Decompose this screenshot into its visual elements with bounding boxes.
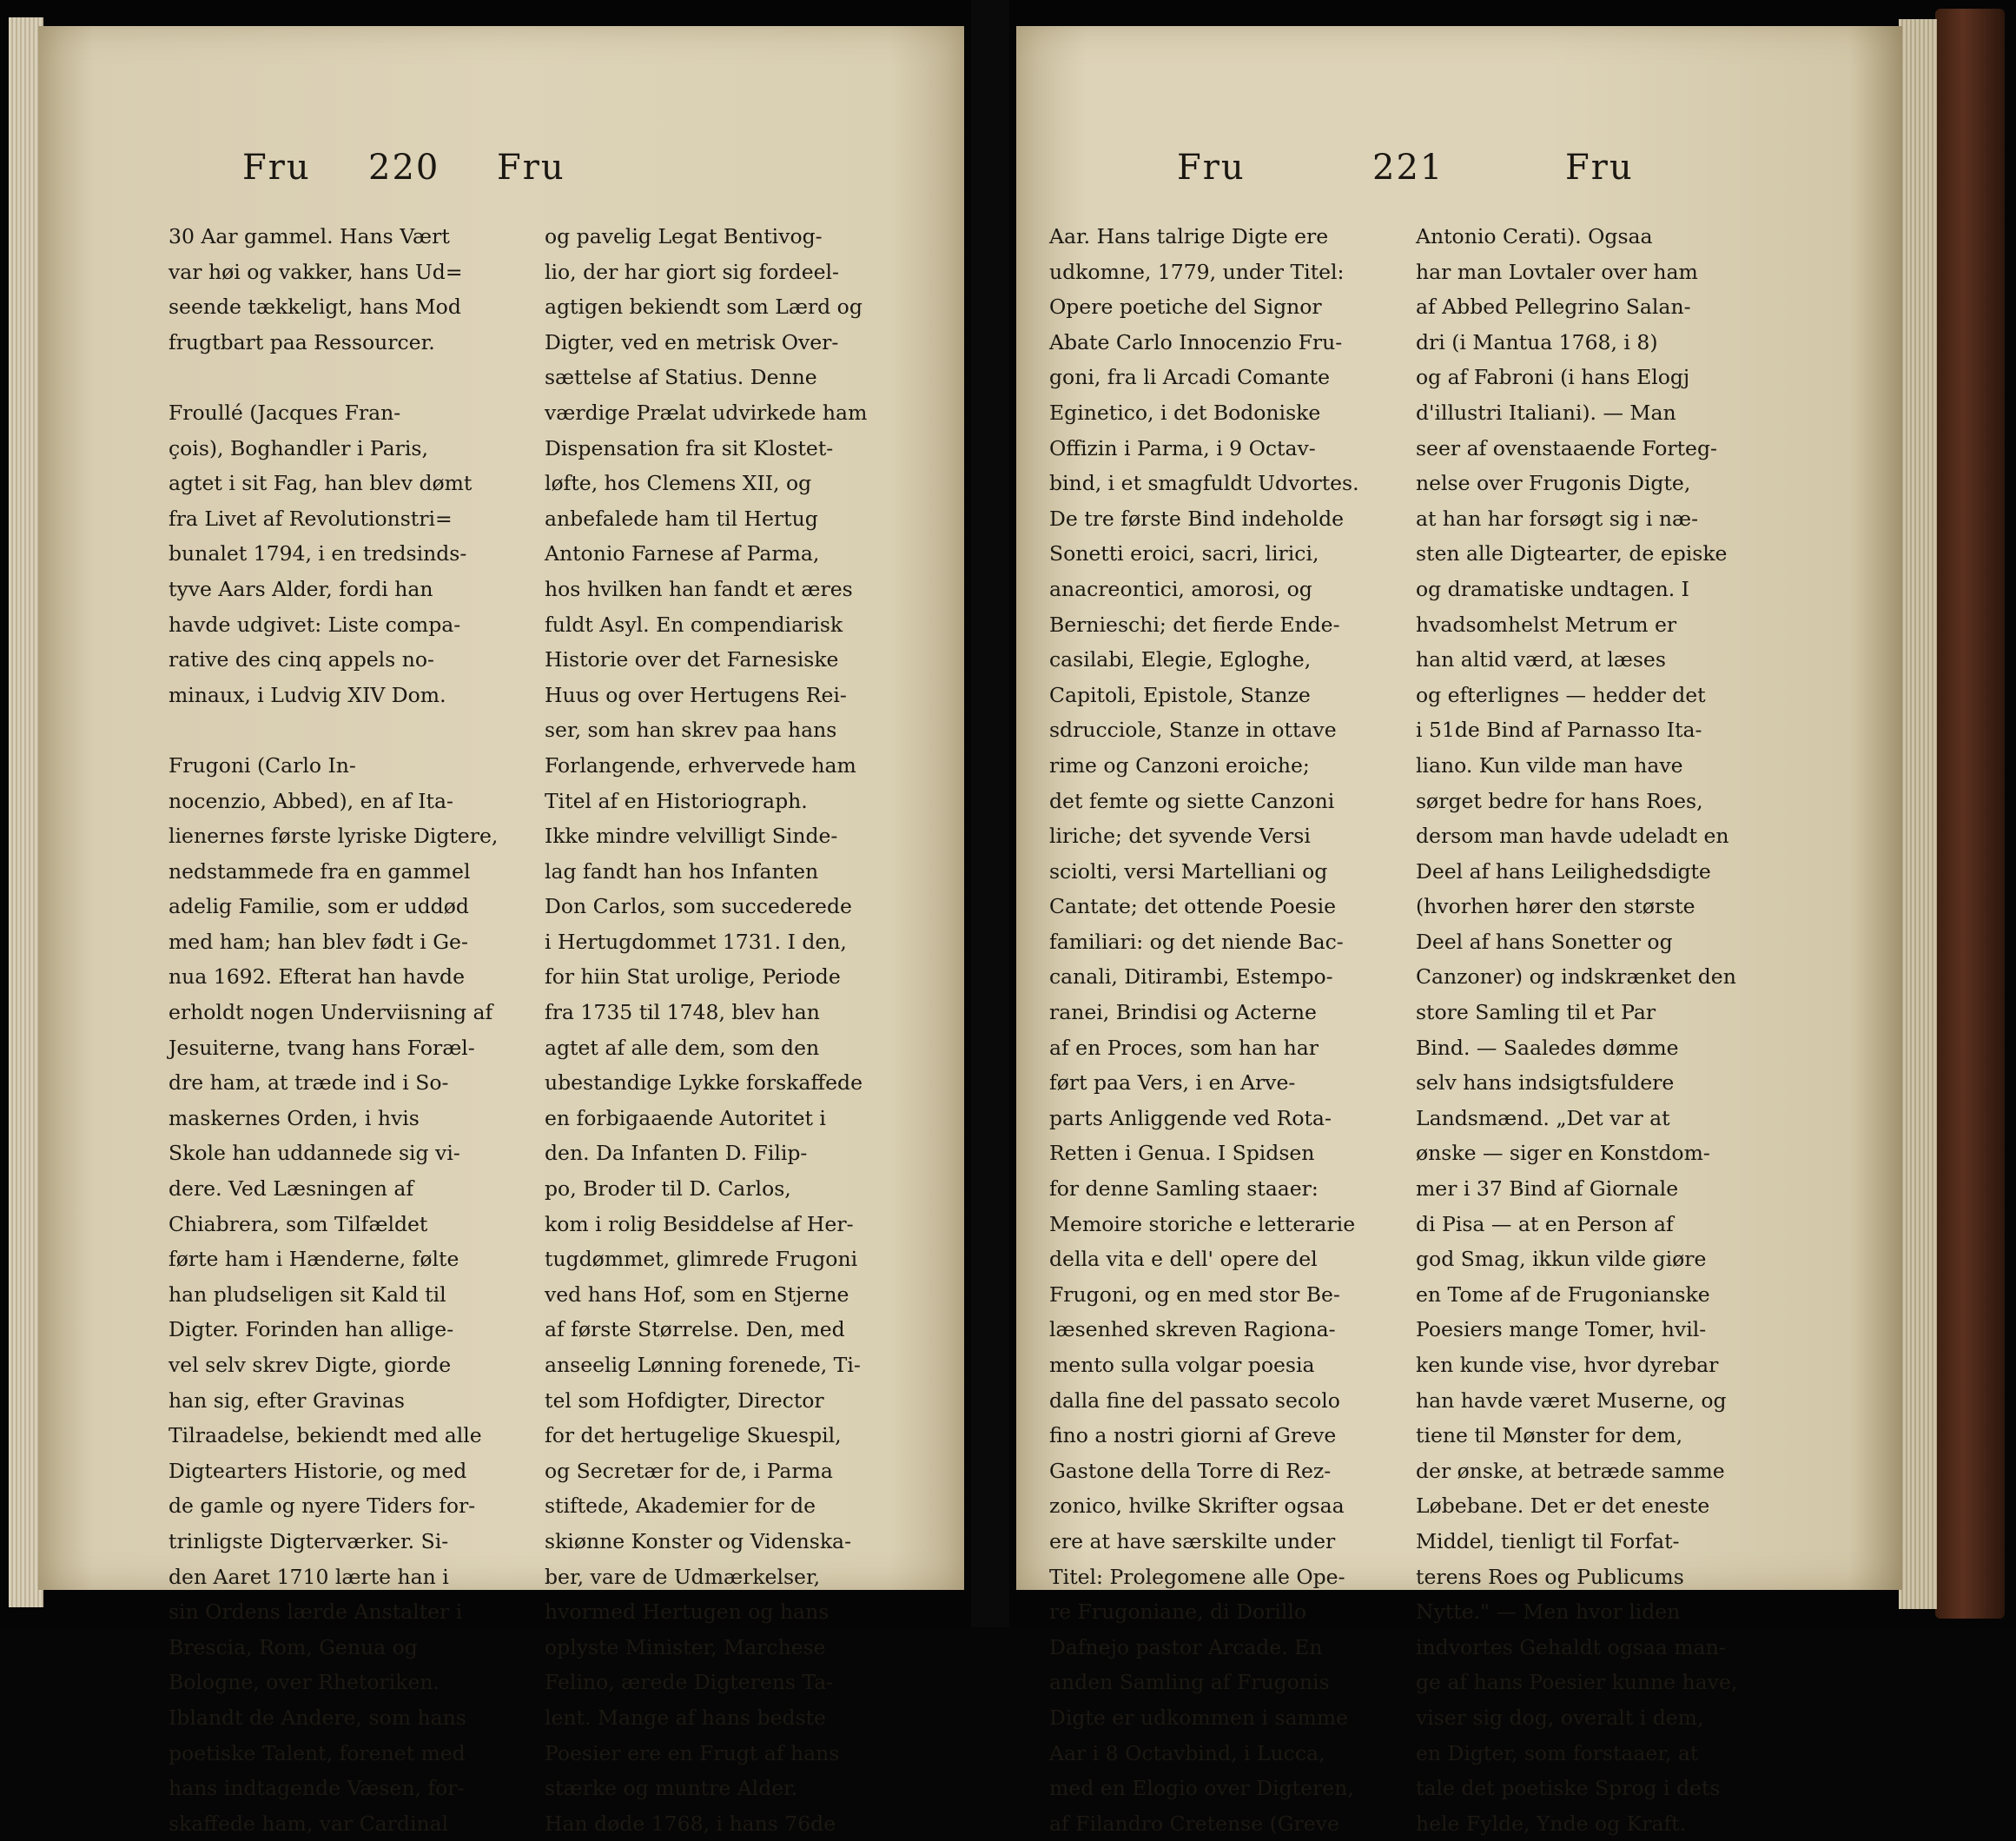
text-line: og af Fabroni (i hans Elogj — [1416, 365, 1690, 390]
text-line: erholdt nogen Underviisning af — [169, 1000, 493, 1025]
text-line: sørget bedre for hans Roes, — [1416, 788, 1703, 813]
text-line: dersom man havde udeladt en — [1416, 824, 1729, 849]
text-line: ranei, Brindisi og Acterne — [1049, 1000, 1317, 1025]
text-line: stærke og muntre Alder. — [545, 1776, 798, 1801]
text-line: rative des cinq appels no- — [169, 647, 434, 672]
text-line: Bernieschi; det fierde Ende- — [1049, 612, 1340, 637]
text-line: de gamle og nyere Tiders for- — [169, 1493, 476, 1519]
text-line: ønske — siger en Konstdom- — [1416, 1141, 1710, 1166]
text-line: nedstammede fra en gammel — [169, 858, 471, 884]
text-line: af første Størrelse. Den, med — [545, 1317, 845, 1342]
text-line: Iblandt de Andere, som hans — [169, 1705, 466, 1730]
text-line: ubestandige Lykke forskaffede — [545, 1070, 863, 1096]
text-line: han havde været Muserne, og — [1416, 1387, 1727, 1413]
text-line: sættelse af Statius. Denne — [545, 365, 817, 390]
text-line: maskernes Orden, i hvis — [169, 1105, 420, 1130]
text-line: udkomne, 1779, under Titel: — [1049, 259, 1345, 284]
text-line: trinligste Digterværker. Si- — [169, 1528, 449, 1553]
text-line: ser, som han skrev paa hans — [545, 718, 837, 743]
text-line: goni, fra li Arcadi Comante — [1049, 365, 1331, 390]
text-line: Offizin i Parma, i 9 Octav- — [1049, 435, 1316, 460]
text-line: for det hertugelige Skuespil, — [545, 1423, 842, 1448]
text-line: lent. Mange af hans bedste — [545, 1705, 826, 1730]
text-line: Memoire storiche e letterarie — [1049, 1211, 1356, 1236]
text-line: casilabi, Elegie, Egloghe, — [1049, 647, 1312, 672]
text-line: anseelig Lønning forenede, Ti- — [545, 1353, 861, 1377]
text-line: sin Ordens lærde Anstalter i — [169, 1599, 463, 1625]
text-line: nua 1692. Efterat han havde — [169, 964, 465, 990]
text-line: og dramatiske undtagen. I — [1416, 576, 1689, 601]
text-line: çois), Boghandler i Paris, — [169, 435, 428, 460]
text-line: Historie over det Farnesiske — [545, 647, 839, 672]
text-line: nelse over Frugonis Digte, — [1416, 471, 1691, 496]
text-line: det femte og siette Canzoni — [1049, 788, 1335, 813]
text-line: fuldt Asyl. En compendiarisk — [545, 612, 843, 637]
text-line: dri (i Mantua 1768, i 8) — [1416, 329, 1658, 354]
text-line: var høi og vakker, hans Ud= — [169, 259, 463, 284]
right-page — [1016, 26, 1902, 1836]
text-line — [169, 712, 498, 748]
text-line: Forlangende, erhvervede ham — [545, 752, 856, 778]
right-page-number: 221 — [1372, 148, 1444, 188]
text-line: minaux, i Ludvig XIV Dom. — [169, 682, 446, 707]
text-line: liriche; det syvende Versi — [1049, 824, 1311, 849]
text-line: Bologne, over Rhetoriken. — [169, 1670, 440, 1695]
text-line: fino a nostri giorni af Greve — [1049, 1423, 1337, 1448]
text-line: tale det poetiske Sprog i dets — [1416, 1776, 1721, 1801]
text-line: i 51de Bind af Parnasso Ita- — [1416, 718, 1702, 743]
text-line: vel selv skrev Digte, giorde — [169, 1353, 452, 1377]
text-line: Poesiers mange Tomer, hvil- — [1416, 1317, 1707, 1342]
text-line: ved hans Hof, som en Stjerne — [545, 1281, 849, 1307]
text-line: fra Livet af Revolutionstri= — [169, 506, 453, 531]
text-line: Løbebane. Det er det eneste — [1416, 1493, 1710, 1519]
text-line: Capitoli, Epistole, Stanze — [1049, 682, 1311, 707]
text-line: lio, der har giort sig fordeel- — [545, 259, 839, 284]
text-line: agtet i sit Fag, han blev dømt — [169, 471, 473, 496]
text-line: løfte, hos Clemens XII, og — [545, 471, 812, 496]
text-line: 30 Aar gammel. Hans Vært — [169, 224, 450, 248]
text-line: De tre første Bind indeholde — [1049, 506, 1345, 531]
text-line: (hvorhen hører den største — [1416, 894, 1695, 919]
text-line: po, Broder til D. Carlos, — [545, 1176, 791, 1202]
text-line: og Secretær for de, i Parma — [545, 1458, 833, 1483]
text-line: Jesuiterne, tvang hans Foræl- — [169, 1035, 475, 1060]
text-line: skaffede ham, var Cardinal — [169, 1811, 449, 1836]
text-line: rime og Canzoni eroiche; — [1049, 752, 1310, 778]
text-line: agtigen bekiendt som Lærd og — [545, 295, 863, 320]
text-line: en forbigaaende Autoritet i — [545, 1105, 826, 1130]
text-line: Digter, ved en metrisk Over- — [545, 329, 839, 354]
text-line: i Hertugdommet 1731. I den, — [545, 929, 847, 954]
left-page-headword-right: Fru — [497, 148, 565, 188]
text-line: Retten i Genua. I Spidsen — [1049, 1141, 1315, 1166]
right-page-column-1 — [1049, 219, 1359, 1841]
text-line: Antonio Cerati). Ogsaa — [1416, 224, 1653, 248]
text-line: han altid værd, at læses — [1416, 647, 1666, 672]
text-line: ført paa Vers, i en Arve- — [1049, 1070, 1296, 1096]
text-line: Digtearters Historie, og med — [169, 1458, 467, 1483]
text-line: Froullé (Jacques Fran- — [169, 400, 401, 425]
text-line: Frugoni, og en med stor Be- — [1049, 1281, 1340, 1307]
text-line: Huus og over Hertugens Rei- — [545, 682, 847, 707]
text-line: med ham; han blev født i Ge- — [169, 929, 468, 954]
text-line: af en Proces, som han har — [1049, 1035, 1319, 1060]
text-line: viser sig dog, overalt i dem, — [1416, 1705, 1704, 1730]
text-line: god Smag, ikkun vilde giøre — [1416, 1247, 1707, 1272]
text-line: sciolti, versi Martelliani og — [1049, 858, 1328, 884]
left-page-column-2 — [545, 219, 867, 1841]
text-line: Chiabrera, som Tilfældet — [169, 1211, 428, 1236]
text-line: Eginetico, i det Bodoniske — [1049, 400, 1321, 425]
text-line: Dafnejo pastor Arcade. En — [1049, 1634, 1323, 1659]
text-line: Titel: Prolegomene alle Ope- — [1049, 1564, 1345, 1589]
text-line: seer af ovenstaaende Forteg- — [1416, 435, 1717, 460]
left-page — [38, 26, 964, 1836]
text-line: Abate Carlo Innocenzio Fru- — [1049, 329, 1343, 354]
left-page-headword-left: Fru — [242, 148, 311, 188]
text-line: tel som Hofdigter, Director — [545, 1387, 824, 1413]
text-line: læsenhed skreven Ragiona- — [1049, 1317, 1336, 1342]
text-line: dalla fine del passato secolo — [1049, 1387, 1340, 1413]
right-page-headword-right: Fru — [1565, 148, 1634, 188]
text-line: bind, i et smagfuldt Udvortes. — [1049, 471, 1359, 496]
text-line: terens Roes og Publicums — [1416, 1564, 1684, 1589]
text-line: Poesier ere en Frugt af hans — [545, 1740, 840, 1765]
text-line: fra 1735 til 1748, blev han — [545, 1000, 820, 1025]
text-line: indvortes Gehaldt ogsaa man- — [1416, 1634, 1726, 1659]
text-line: mento sulla volgar poesia — [1049, 1353, 1315, 1377]
text-line: bunalet 1794, i en tredsinds- — [169, 541, 467, 566]
left-page-column-1 — [169, 219, 498, 1841]
text-line: liano. Kun vilde man have — [1416, 752, 1683, 778]
text-line: dre ham, at træde ind i So- — [169, 1070, 449, 1096]
text-line: Canzoner) og indskrænket den — [1416, 964, 1736, 990]
text-line: lag fandt han hos Infanten — [545, 858, 819, 884]
text-line: anacreontici, amorosi, og — [1049, 576, 1312, 601]
text-line: re Frugoniane, di Dorillo — [1049, 1599, 1307, 1625]
text-line: havde udgivet: Liste compa- — [169, 612, 461, 637]
text-line: stiftede, Akademier for de — [545, 1493, 816, 1519]
text-line: for hiin Stat urolige, Periode — [545, 964, 841, 990]
text-line: lienernes første lyriske Digtere, — [169, 824, 499, 849]
text-line: hvormed Hertugen og hans — [545, 1599, 830, 1625]
text-line: anbefalede ham til Hertug — [545, 506, 818, 531]
text-line: Deel af hans Sonetter og — [1416, 929, 1673, 954]
text-line: hele Fylde, Ynde og Kraft. — [1416, 1811, 1687, 1836]
text-line: skiønne Konster og Videnska- — [545, 1528, 852, 1553]
text-line: værdige Prælat udvirkede ham — [545, 400, 868, 425]
text-line: frugtbart paa Ressourcer. — [169, 329, 435, 354]
text-line: Felino, ærede Digterens Ta- — [545, 1670, 834, 1695]
text-line: Landsmænd. „Det var at — [1416, 1105, 1670, 1130]
text-line: hvadsomhelst Metrum er — [1416, 612, 1677, 637]
text-line: og pavelig Legat Bentivog- — [545, 224, 823, 248]
text-line: af Abbed Pellegrino Salan- — [1416, 295, 1691, 320]
text-line: Cantate; det ottende Poesie — [1049, 894, 1337, 919]
text-line: førte ham i Hænderne, følte — [169, 1247, 459, 1272]
text-line: hos hvilken han fandt et æres — [545, 576, 853, 601]
text-line: Sonetti eroici, sacri, lirici, — [1049, 541, 1319, 566]
text-line: Bind. — Saaledes dømme — [1416, 1035, 1679, 1060]
book-cover-edge — [1935, 9, 2005, 1619]
text-line: parts Anliggende ved Rota- — [1049, 1105, 1332, 1130]
text-line: selv hans indsigtsfuldere — [1416, 1070, 1675, 1096]
text-line: della vita e dell' opere del — [1049, 1247, 1318, 1272]
text-line: adelig Familie, som er uddød — [169, 894, 469, 919]
text-line: en Digter, som forstaaer, at — [1416, 1740, 1699, 1765]
text-line: Tilraadelse, bekiendt med alle — [169, 1423, 482, 1448]
text-line: den Aaret 1710 lærte han i — [169, 1564, 449, 1589]
text-line: Dispensation fra sit Klostet- — [545, 435, 834, 460]
right-page-column-2 — [1416, 219, 1737, 1841]
text-line: ken kunde vise, hvor dyrebar — [1416, 1353, 1719, 1377]
text-line: sdrucciole, Stanze in ottave — [1049, 718, 1337, 743]
text-line: seende tækkeligt, hans Mod — [169, 295, 461, 320]
text-line: Aar. Hans talrige Digte ere — [1049, 224, 1329, 248]
text-line: dere. Ved Læsningen af — [169, 1176, 414, 1202]
text-line: Don Carlos, som succederede — [545, 894, 852, 919]
text-line: canali, Ditirambi, Estempo- — [1049, 964, 1333, 990]
page-gutter — [971, 0, 1009, 1627]
text-line: Digte er udkommen i samme — [1049, 1705, 1349, 1730]
text-line — [169, 360, 498, 395]
text-line: med en Elogio over Digteren, — [1049, 1776, 1354, 1801]
text-line: Titel af en Historiograph. — [545, 788, 808, 813]
text-line: en Tome af de Frugonianske — [1416, 1281, 1710, 1307]
text-line: anden Samling af Frugonis — [1049, 1670, 1330, 1695]
text-line: han pludseligen sit Kald til — [169, 1281, 446, 1307]
text-line: Ikke mindre velvilligt Sinde- — [545, 824, 838, 849]
text-line: Gastone della Torre di Rez- — [1049, 1458, 1332, 1483]
text-line: kom i rolig Besiddelse af Her- — [545, 1211, 854, 1236]
text-line: Han døde 1768, i hans 76de — [545, 1811, 836, 1836]
text-line: nocenzio, Abbed), en af Ita- — [169, 788, 453, 813]
text-line: ber, vare de Udmærkelser, — [545, 1564, 821, 1589]
text-line: familiari: og det niende Bac- — [1049, 929, 1344, 954]
text-line: Frugoni (Carlo In- — [169, 752, 356, 778]
text-line: Brescia, Rom, Genua og — [169, 1634, 418, 1659]
text-line: Nytte." — Men hvor liden — [1416, 1599, 1681, 1625]
text-line: di Pisa — at en Person af — [1416, 1211, 1674, 1236]
text-line: Opere poetiche del Signor — [1049, 295, 1322, 320]
text-line: ge af hans Poesier kunne have, — [1416, 1670, 1738, 1695]
left-page-number: 220 — [368, 148, 440, 188]
text-line: af Filandro Cretense (Greve — [1049, 1811, 1339, 1836]
text-line: zonico, hvilke Skrifter ogsaa — [1049, 1493, 1345, 1519]
text-line: Deel af hans Leilighedsdigte — [1416, 858, 1711, 884]
text-line: tiene til Mønster for dem, — [1416, 1423, 1683, 1448]
text-line: poetiske Talent, forenet med — [169, 1740, 466, 1765]
text-line: der ønske, at betræde samme — [1416, 1458, 1725, 1483]
text-line: Aar i 8 Octavbind, i Lucca, — [1049, 1740, 1325, 1765]
text-line: han sig, efter Gravinas — [169, 1387, 405, 1413]
text-line: tyve Aars Alder, fordi han — [169, 576, 433, 601]
text-line: Digter. Forinden han allige- — [169, 1317, 454, 1342]
text-line: mer i 37 Bind af Giornale — [1416, 1176, 1679, 1202]
text-line: agtet af alle dem, som den — [545, 1035, 820, 1060]
right-page-headword-left: Fru — [1177, 148, 1246, 188]
text-line: Skole han uddannede sig vi- — [169, 1141, 460, 1166]
text-line: Antonio Farnese af Parma, — [545, 541, 820, 566]
right-page-edges — [1899, 19, 1937, 1609]
text-line: hans indtagende Væsen, for- — [169, 1776, 465, 1801]
text-line: har man Lovtaler over ham — [1416, 259, 1698, 284]
text-line: d'illustri Italiani). — Man — [1416, 400, 1676, 425]
text-line: tugdømmet, glimrede Frugoni — [545, 1247, 858, 1272]
text-line: for denne Samling staaer: — [1049, 1176, 1319, 1202]
text-line: ere at have særskilte under — [1049, 1528, 1336, 1553]
text-line: den. Da Infanten D. Filip- — [545, 1141, 808, 1166]
text-line: sten alle Digtearter, de episke — [1416, 541, 1728, 566]
text-line: store Samling til et Par — [1416, 1000, 1656, 1025]
text-line: oplyste Minister, Marchese — [545, 1634, 826, 1659]
text-line: at han har forsøgt sig i næ- — [1416, 506, 1699, 531]
text-line: Middel, tienligt til Forfat- — [1416, 1528, 1680, 1553]
text-line: og efterlignes — hedder det — [1416, 682, 1706, 707]
